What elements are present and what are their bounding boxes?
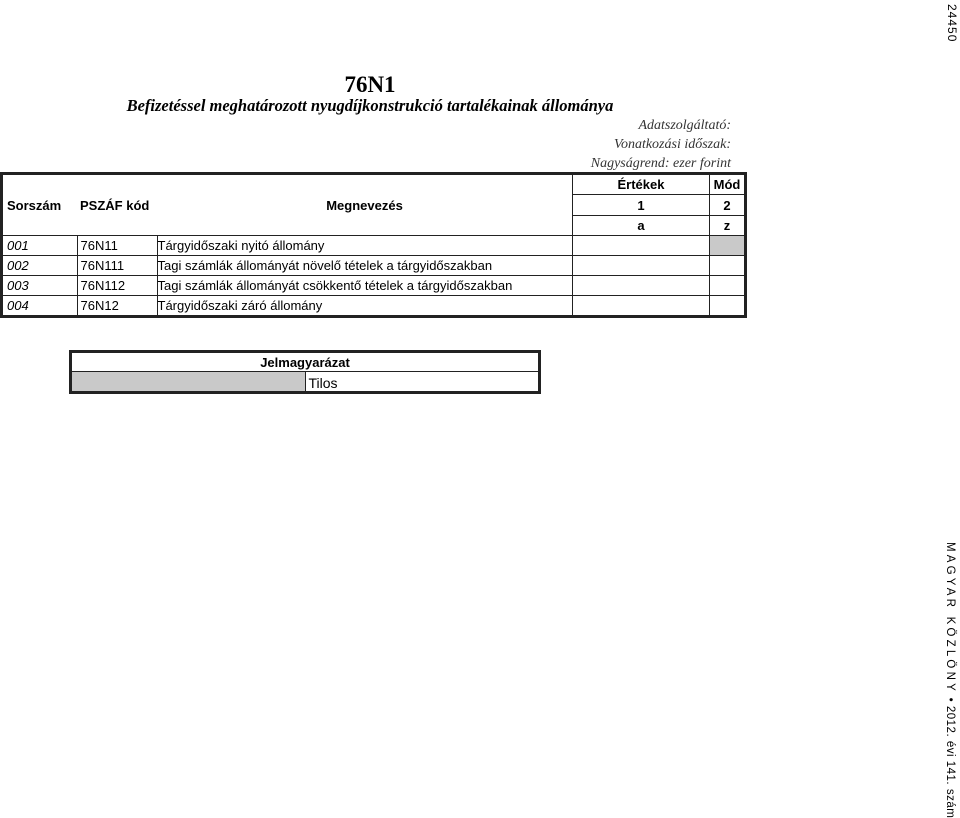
legend-forbidden-label: Tilos [305,372,540,393]
header-row-1 [2,174,746,195]
col-mod-number: 2 [710,195,746,216]
col-sorszam-header: Sorszám [2,195,78,216]
row-sorszam: 002 [2,256,78,276]
provider-label: Adatszolgáltató: [638,118,731,133]
col-mod-letter: z [710,216,746,236]
data-table [0,172,747,318]
row-value-cell[interactable] [573,276,710,296]
row-value-cell[interactable] [573,236,710,256]
col-values-letter: a [573,216,710,236]
header-cell-empty [157,174,573,195]
legend-title: Jelmagyarázat [71,352,540,372]
header-cell-empty [77,174,157,195]
row-kod: 76N11 [77,236,157,256]
legend-title-row [71,352,540,372]
table-row [2,256,746,276]
row-name: Tárgyidőszaki záró állomány [157,296,573,317]
row-sorszam: 003 [2,276,78,296]
row-sorszam: 001 [2,236,78,256]
legend-table [69,350,541,394]
col-kod-header: PSZÁF kód [80,197,150,213]
row-mod-cell[interactable] [710,296,746,317]
header-cell-empty [2,216,78,236]
header-row-2 [2,195,746,216]
col-name-header: Megnevezés [157,195,573,216]
col-values-number: 1 [573,195,710,216]
legend-forbidden-swatch [71,372,306,393]
row-mod-cell[interactable] [710,276,746,296]
header-cell-empty [77,216,157,236]
row-name: Tagi számlák állományát növelő tételek a tárgyidőszakban [157,256,573,276]
row-sorszam: 004 [2,296,78,317]
table-row [2,236,746,256]
form-code-title: 76N1 [344,72,396,97]
table-row [2,276,746,296]
form-subtitle: Befizetéssel meghatározott nyugdíjkonstrukció tartalékainak állománya [126,96,614,115]
row-name: Tagi számlák állományát csökkentő tételek a tárgyidőszakban [157,276,573,296]
journal-footer [944,542,956,818]
journal-issue: 2012. évi 141. szám [944,705,956,818]
header-row-3 [2,216,746,236]
period-label: Vonatkozási időszak: [613,137,731,152]
row-kod: 76N112 [77,276,157,296]
page-number: 24450 [945,4,959,43]
footer-bullet: • [944,693,956,706]
header-cell-empty [2,174,78,195]
row-name: Tárgyidőszaki nyitó állomány [157,236,573,256]
row-value-cell[interactable] [573,256,710,276]
table-row [2,296,746,317]
journal-name: MAGYAR KÖZLÖNY [944,542,956,694]
row-kod: 76N12 [77,296,157,317]
header-cell-empty [157,216,573,236]
row-kod: 76N111 [77,256,157,276]
col-values-header: Értékek [573,174,710,195]
magnitude-label: Nagyságrend: ezer forint [590,156,731,171]
legend-item-row [71,372,540,393]
row-mod-cell-forbidden [710,236,746,256]
row-mod-cell[interactable] [710,256,746,276]
row-value-cell[interactable] [573,296,710,317]
col-mod-header: Mód [710,174,746,195]
